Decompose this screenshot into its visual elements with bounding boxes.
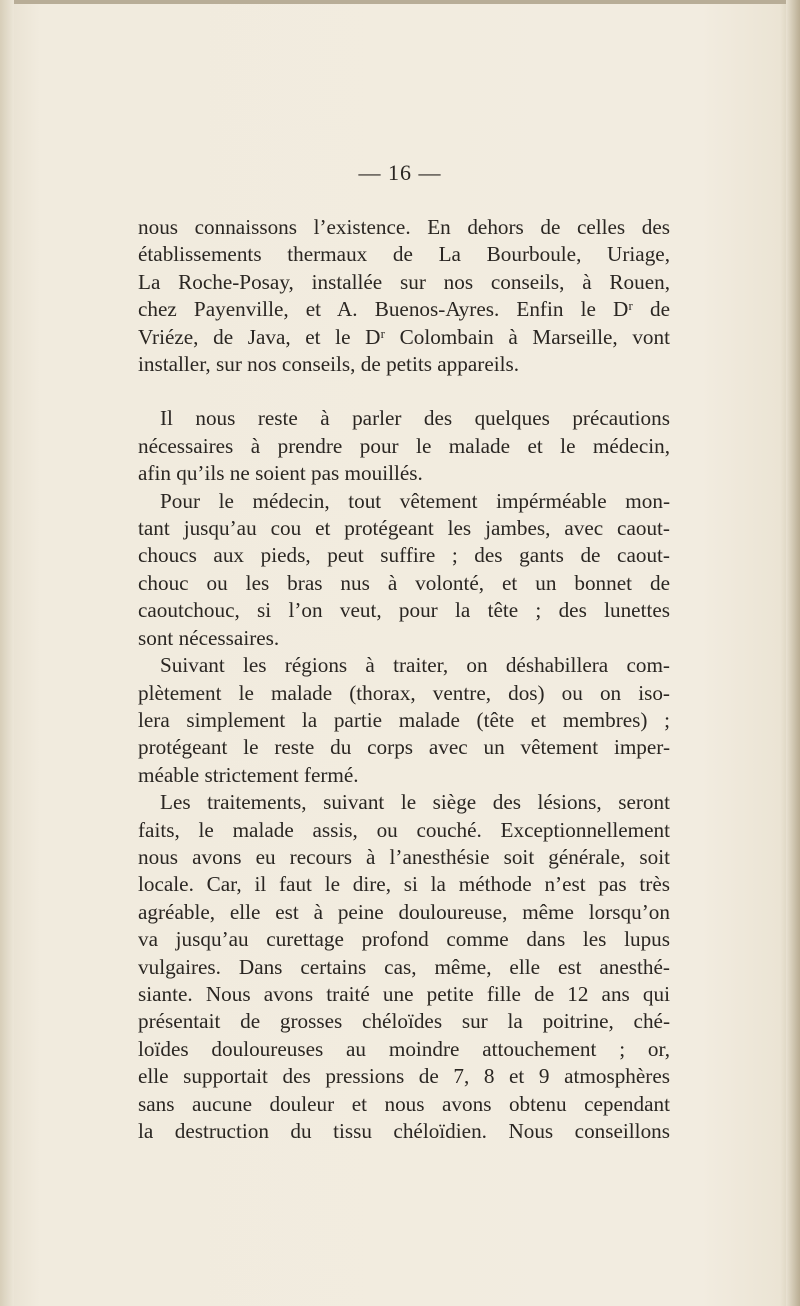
text-line: présentait de grosses chéloïdes sur la poitrine, ché- bbox=[138, 1009, 670, 1034]
text-line: La Roche-Posay, installée sur nos conseils, à Rouen, bbox=[138, 269, 670, 294]
text-line: nous avons eu recours à l’anesthésie soit générale, soit bbox=[138, 844, 670, 869]
text-line: chez Payenville, et A. Buenos-Ayres. Enfin le Dʳ de bbox=[138, 297, 670, 322]
text-line: faits, le malade assis, ou couché. Exceptionnellement bbox=[138, 817, 670, 842]
text-line: protégeant le reste du corps avec un vêtement imper- bbox=[138, 735, 670, 760]
body-text bbox=[138, 214, 670, 1145]
text-line: afin qu’ils ne soient pas mouillés. bbox=[138, 461, 423, 486]
page-left-edge bbox=[0, 0, 14, 1306]
text-line: Pour le médecin, tout vêtement impérméable mon- bbox=[160, 488, 670, 513]
text-line: choucs aux pieds, peut suffire ; des gants de caout- bbox=[138, 543, 670, 568]
paragraph-gap bbox=[138, 378, 670, 405]
text-line: sont nécessaires. bbox=[138, 625, 280, 650]
text-line: Vriéze, de Java, et le Dʳ Colombain à Marseille, vont bbox=[138, 324, 670, 349]
page-right-edge bbox=[786, 0, 800, 1306]
text-line: va jusqu’au curettage profond comme dans les lupus bbox=[138, 927, 670, 952]
text-line: siante. Nous avons traité une petite fille de 12 ans qui bbox=[138, 981, 670, 1006]
text-line: établissements thermaux de La Bourboule, Uriage, bbox=[138, 242, 670, 267]
text-line: loïdes douloureuses au moindre attouchement ; or, bbox=[138, 1036, 670, 1061]
text-line: plètement le malade (thorax, ventre, dos) ou on iso- bbox=[138, 680, 670, 705]
text-line: locale. Car, il faut le dire, si la méthode n’est pas très bbox=[138, 872, 670, 897]
page-number: — 16 — bbox=[358, 160, 442, 185]
text-line: agréable, elle est à peine douloureuse, même lorsqu’on bbox=[138, 899, 670, 924]
text-line: méable strictement fermé. bbox=[138, 762, 359, 787]
text-line: installer, sur nos conseils, de petits appareils. bbox=[138, 352, 520, 377]
page-top-edge bbox=[0, 0, 800, 4]
text-line: elle supportait des pressions de 7, 8 et 9 atmosphères bbox=[138, 1064, 670, 1089]
text-line: sans aucune douleur et nous avons obtenu cependant bbox=[138, 1091, 670, 1116]
text-line: tant jusqu’au cou et protégeant les jambes, avec caout- bbox=[138, 516, 670, 541]
text-line: Il nous reste à parler des quelques précautions bbox=[160, 406, 670, 431]
text-line: lera simplement la partie malade (tête et membres) ; bbox=[138, 707, 670, 732]
text-line: nous connaissons l’existence. En dehors de celles des bbox=[138, 215, 670, 239]
text-line: vulgaires. Dans certains cas, même, elle est anesthé- bbox=[138, 954, 670, 979]
text-line: la destruction du tissu chéloïdien. Nous conseillons bbox=[138, 1119, 670, 1143]
text-line: nécessaires à prendre pour le malade et le médecin, bbox=[138, 433, 670, 458]
text-line: Suivant les régions à traiter, on déshabillera com- bbox=[160, 653, 670, 678]
text-line: chouc ou les bras nus à volonté, et un bonnet de bbox=[138, 570, 670, 595]
text-line: caoutchouc, si l’on veut, pour la tête ; des lunettes bbox=[138, 598, 670, 623]
text-line: Les traitements, suivant le siège des lésions, seront bbox=[160, 790, 670, 815]
